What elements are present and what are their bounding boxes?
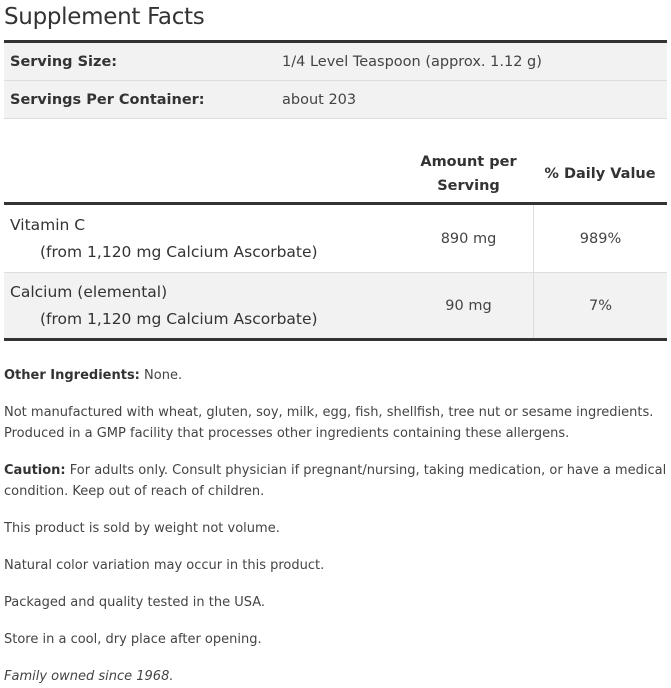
caution-line-2: condition. Keep out of reach of children. [4, 484, 265, 499]
nutrient-name: Vitamin C [10, 215, 86, 234]
storage-statement: Store in a cool, dry place after opening. [4, 632, 262, 647]
nutrient-daily-value: 7% [533, 273, 667, 338]
nutrient-table [4, 145, 667, 341]
weight-statement: This product is sold by weight not volume. [4, 521, 280, 536]
servings-per-container-row [4, 81, 667, 118]
caution-label: Caution: [4, 463, 66, 478]
caution-statement [4, 460, 667, 502]
color-statement: Natural color variation may occur in this product. [4, 558, 325, 573]
serving-size-row [4, 43, 667, 81]
nutrient-daily-value: 989% [533, 205, 667, 272]
table-row [4, 273, 667, 341]
amount-header-line1: Amount per [420, 153, 517, 170]
nutrient-amount: 890 mg [440, 230, 497, 247]
servings-per-container-value: about 203 [282, 91, 357, 108]
other-ingredients-value: None. [139, 368, 183, 383]
table-row [4, 205, 667, 273]
nutrient-table-header [4, 145, 667, 205]
nutrient-source: (from 1,120 mg Calcium Ascorbate) [40, 309, 318, 328]
nutrient-source: (from 1,120 mg Calcium Ascorbate) [40, 242, 318, 261]
other-ingredients-label: Other Ingredients: [4, 368, 140, 383]
caution-line-1: For adults only. Consult physician if pregnant/nursing, taking medication, or have a medical [65, 463, 667, 478]
allergen-line-1: Not manufactured with wheat, gluten, soy, milk, egg, fish, shellfish, tree nut or sesame ingredients. [4, 405, 654, 420]
allergen-line-2: Produced in a GMP facility that processes other ingredients containing these allergens. [4, 426, 570, 441]
nutrient-name-cell [4, 212, 404, 266]
daily-value-header: % Daily Value [544, 165, 656, 182]
nutrient-amount: 90 mg [445, 297, 492, 314]
servings-per-container-label: Servings Per Container: [10, 91, 205, 108]
nutrient-name-cell [4, 279, 404, 333]
allergen-statement [4, 402, 667, 444]
product-notes [4, 365, 667, 687]
amount-header-line2: Serving [437, 177, 500, 194]
other-ingredients [4, 365, 667, 386]
serving-info [4, 40, 667, 119]
family-owned-statement: Family owned since 1968. [4, 669, 174, 684]
serving-size-value: 1/4 Level Teaspoon (approx. 1.12 g) [282, 53, 542, 70]
nutrient-name: Calcium (elemental) [10, 282, 168, 301]
page-title: Supplement Facts [4, 4, 205, 30]
packaged-statement: Packaged and quality tested in the USA. [4, 595, 266, 610]
serving-size-label: Serving Size: [10, 53, 118, 70]
amount-per-serving-header [404, 150, 533, 198]
